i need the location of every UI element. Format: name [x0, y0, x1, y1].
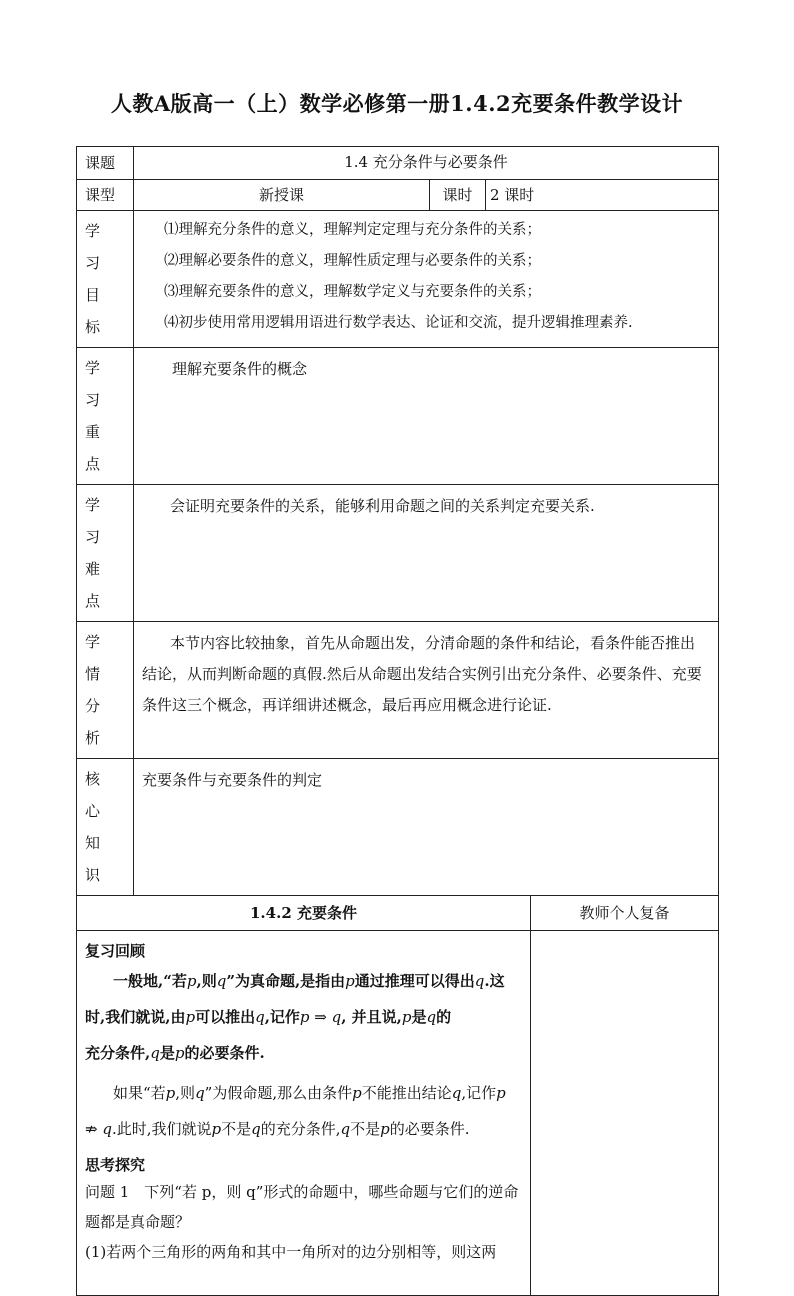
- key-label: [77, 348, 134, 485]
- goals-label-line2: 目标: [85, 286, 111, 336]
- analysis-label: [77, 622, 134, 759]
- var-q: q: [426, 1008, 437, 1026]
- goal-item: ⑵理解必要条件的意义，理解性质定理与必要条件的关系；: [164, 253, 541, 269]
- topic-value: 1.4 充分条件与必要条件: [134, 147, 719, 180]
- type-value: 新授课: [134, 180, 430, 211]
- var-p: p: [401, 1008, 412, 1026]
- row-key: [77, 348, 719, 485]
- row-type: [77, 180, 719, 211]
- goals-label: [77, 211, 134, 348]
- var-p: p: [186, 972, 197, 990]
- var-q: q: [255, 1008, 265, 1026]
- type-label: 课型: [77, 180, 134, 211]
- hours-label: 课时: [430, 180, 486, 211]
- goals-list: [134, 211, 719, 348]
- row-core: [77, 759, 719, 896]
- row-analysis: [77, 622, 719, 759]
- explore-heading: 思考探究: [85, 1156, 146, 1174]
- row-difficulty: [77, 485, 719, 622]
- row-goals: [77, 211, 719, 348]
- var-q: q: [150, 1044, 160, 1062]
- review-heading: 复习回顾: [85, 942, 146, 960]
- key-label-line1: 学 习: [85, 359, 111, 409]
- not-implies-formula: p ⇏ q: [85, 1084, 506, 1138]
- core-value: 充要条件与充要条件的判定: [134, 759, 719, 896]
- analysis-label-line2: 分析: [85, 697, 111, 747]
- row-section-header: [77, 896, 719, 931]
- var-p: p: [185, 1008, 196, 1026]
- analysis-label-line1: 学 情: [85, 633, 111, 683]
- row-topic: [77, 147, 719, 180]
- teacher-notes-cell[interactable]: [531, 931, 719, 1296]
- document-title: 人教A版高一（上）数学必修第一册1.4.2充要条件教学设计: [110, 91, 684, 116]
- review-paragraph-2: 如果“若p,则q”为假命题,那么由条件p不能推出结论q,记作p ⇏ q.此时,我们就说p不是q的充分条件,q不是p的必要条件.: [85, 1084, 506, 1138]
- review-paragraph-1: 一般地,“若p,则q”为真命题,是指由p通过推理可以得出q.这时,我们就说,由p可以推出q,记作p ⇒ q, 并且说,p是q的: [85, 972, 505, 1026]
- row-content: [77, 931, 719, 1296]
- difficulty-label-line2: 难点: [85, 560, 111, 610]
- section-title: 1.4.2 充要条件: [77, 896, 531, 931]
- var-q: q: [216, 972, 227, 990]
- goal-item: ⑷初步使用常用逻辑用语进行数学表达、论证和交流，提升逻辑推理素养.: [164, 315, 633, 331]
- var-p: p: [174, 1044, 185, 1062]
- core-label-line2: 知识: [85, 834, 111, 884]
- goal-item: ⑶理解充要条件的意义，理解数学定义与充要条件的关系；: [164, 284, 541, 300]
- goals-label-line1: 学 习: [85, 222, 111, 272]
- difficulty-label: [77, 485, 134, 622]
- key-value: 理解充要条件的概念: [134, 348, 719, 485]
- goal-item: ⑴理解充分条件的意义，理解判定定理与充分条件的关系；: [164, 222, 541, 238]
- implies-formula: p ⇒ q: [299, 1008, 342, 1026]
- teacher-column-header: 教师个人复备: [531, 896, 719, 931]
- topic-label: 课题: [77, 147, 134, 180]
- question-1-item-1: (1)若两个三角形的两角和其中一角所对的边分别相等，则这两: [85, 1243, 497, 1261]
- difficulty-value: 会证明充要条件的关系，能够利用命题之间的关系判定充要关系.: [134, 485, 719, 622]
- var-q: q: [474, 972, 485, 990]
- core-label-line1: 核 心: [85, 770, 111, 820]
- var-p: p: [345, 972, 355, 990]
- core-label: [77, 759, 134, 896]
- lesson-plan-table: [76, 146, 719, 1296]
- analysis-value: 本节内容比较抽象，首先从命题出发，分清命题的条件和结论，看条件能否推出结论，从而判断命题的真假.然后从命题出发结合实例引出充分条件、必要条件、充要条件这三个概念，再详细讲述概念，最后再应用概念进行论证.: [134, 622, 719, 759]
- review-paragraph-1-cont: 充分条件,q是p的必要条件.: [85, 1044, 265, 1062]
- question-1: 问题 1 下列“若 p，则 q”形式的命题中，哪些命题与它们的逆命题都是真命题？: [85, 1183, 519, 1231]
- difficulty-label-line1: 学 习: [85, 496, 111, 546]
- key-label-line2: 重点: [85, 423, 111, 473]
- content-cell: [77, 931, 531, 1296]
- hours-value: 2 课时: [486, 180, 719, 211]
